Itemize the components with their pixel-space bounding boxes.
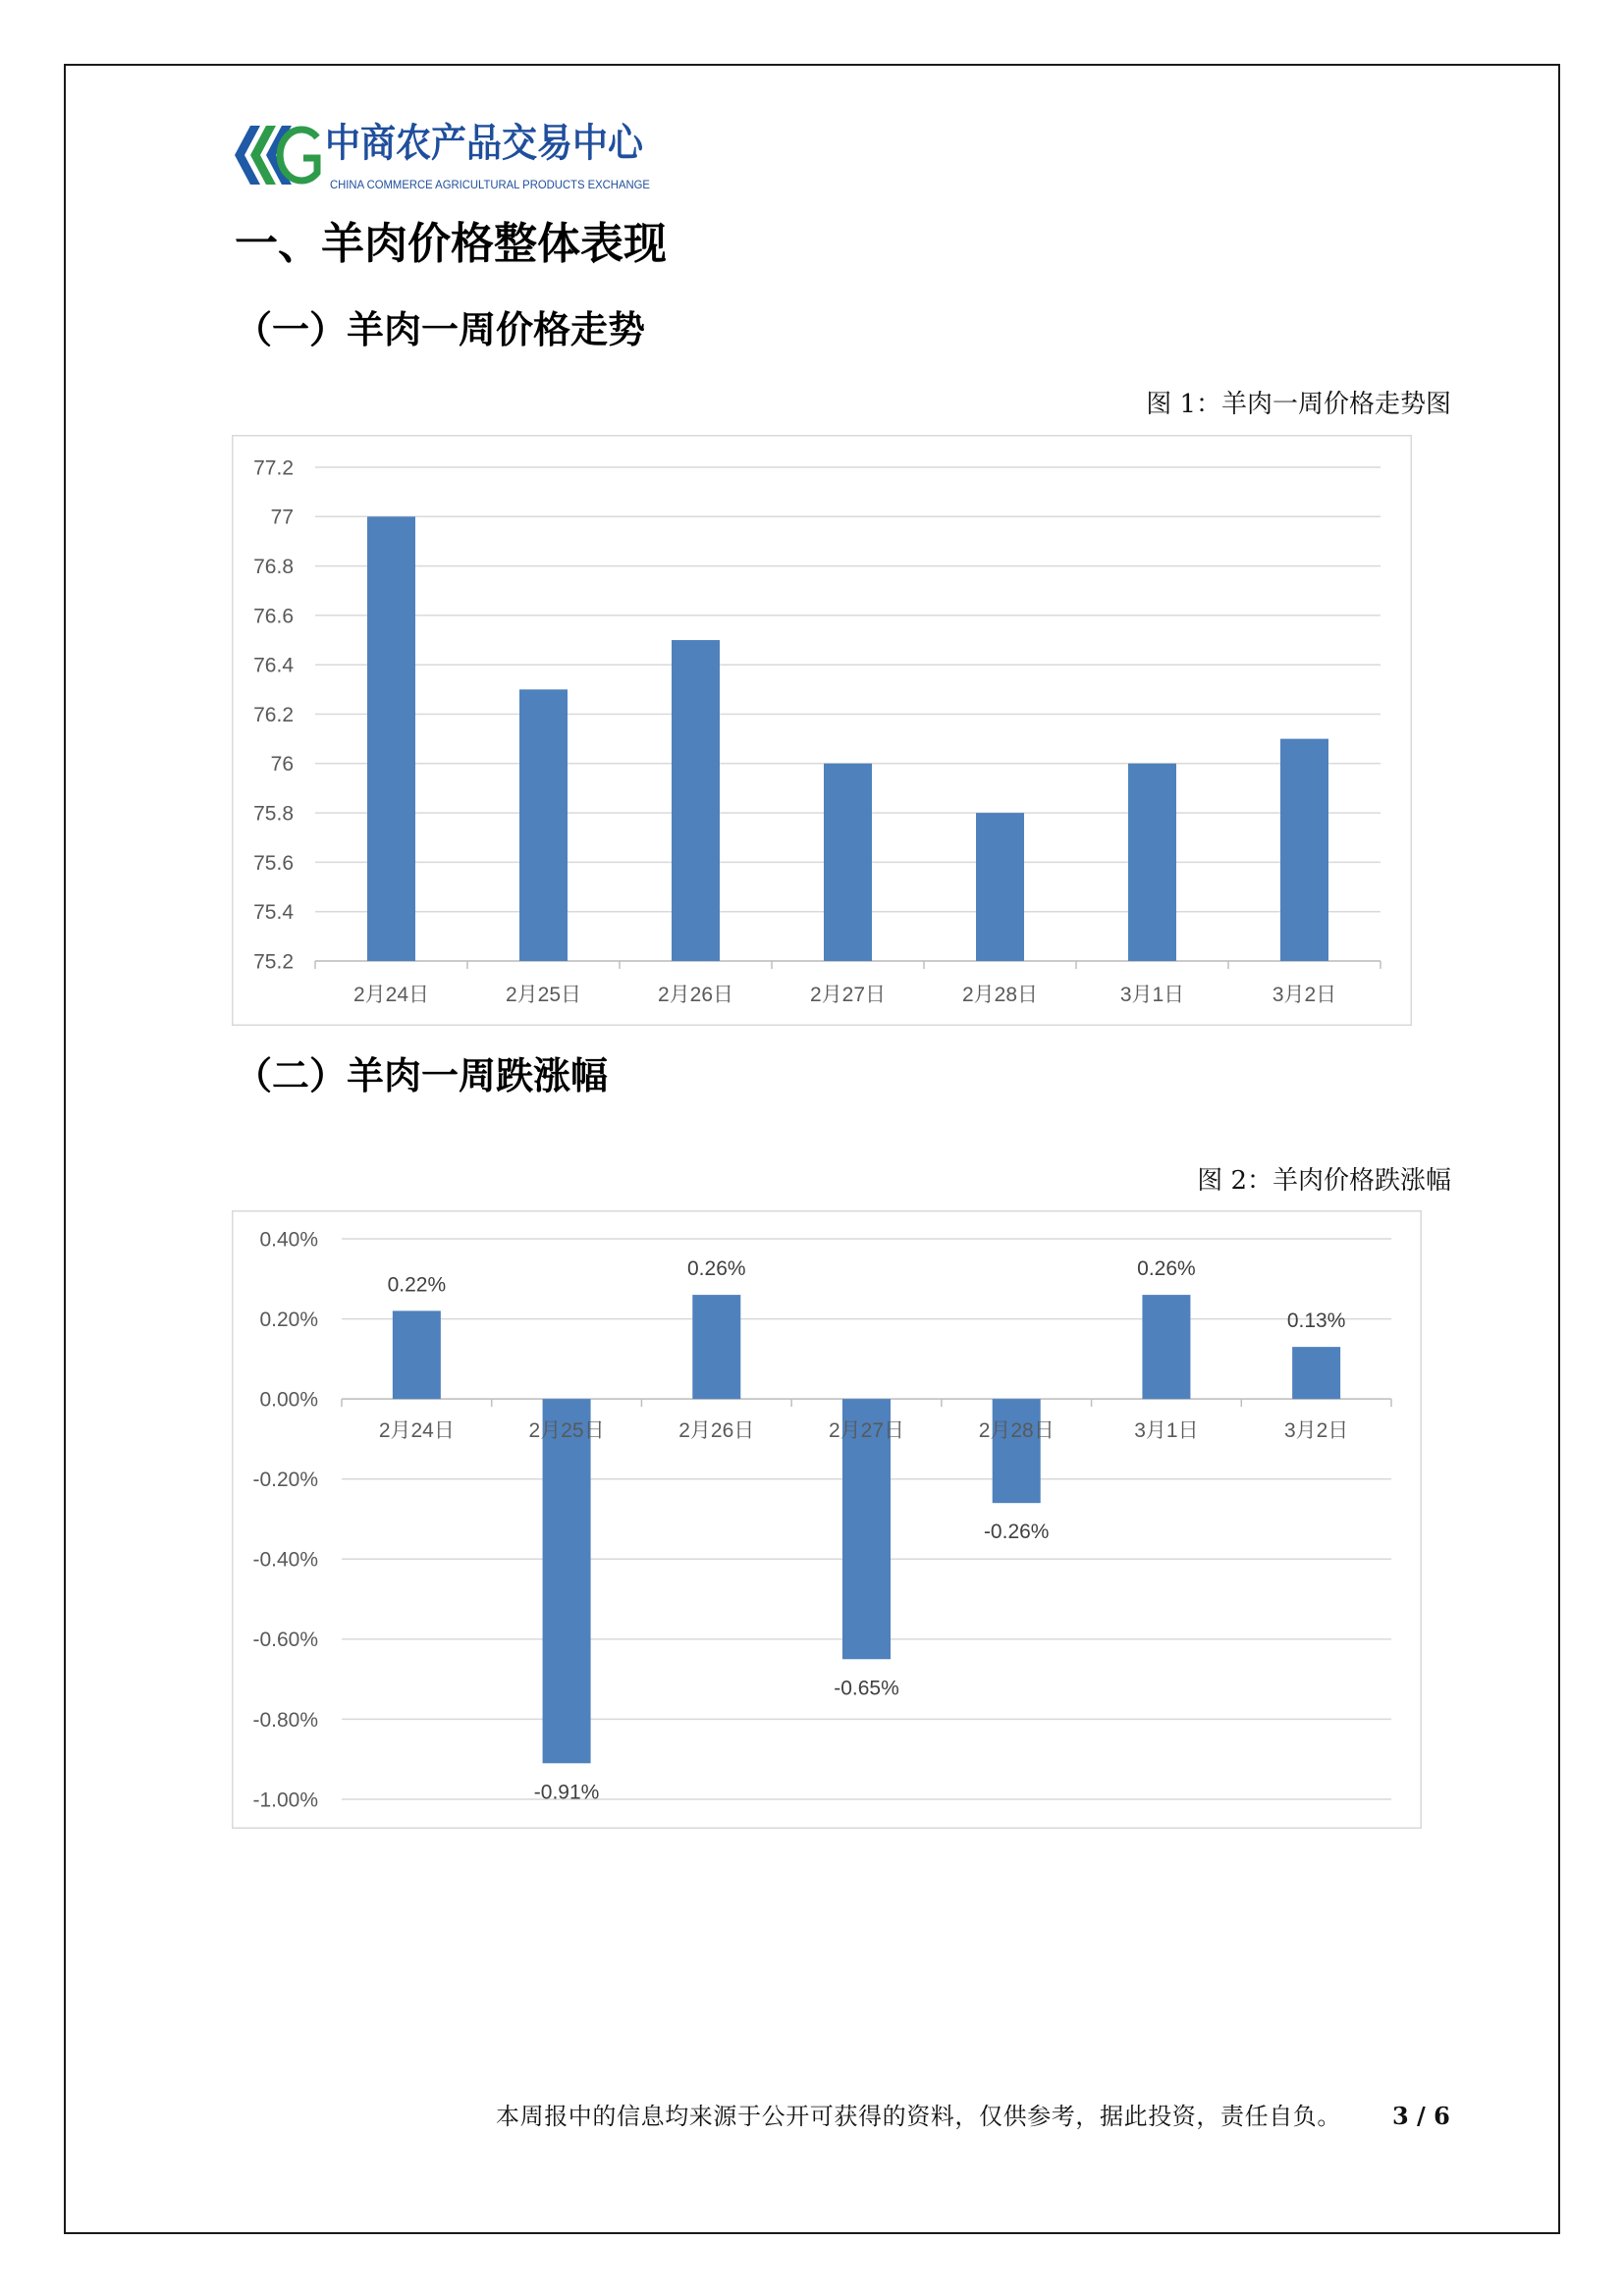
y-tick-label: -1.00% [252,1789,318,1812]
y-tick-label: 77.2 [253,456,294,480]
change-bar [993,1399,1041,1503]
x-category-label: 2月24日 [352,984,430,1006]
price-bar [1128,764,1176,961]
x-category-label: 3月1日 [1134,1419,1199,1443]
x-category-label: 2月24日 [378,1419,455,1443]
emblem-g-mark [280,130,317,181]
page-number: 3 / 6 [1392,2102,1450,2130]
change-bar [692,1295,740,1399]
figure-caption-1: 图 1：羊肉一周价格走势图 [1146,390,1451,419]
x-category-label: 2月27日 [809,984,887,1006]
change-bar [543,1399,591,1763]
x-category-label: 2月26日 [678,1419,755,1443]
x-category-label: 3月1日 [1119,984,1185,1006]
y-tick-label: 75.4 [253,901,294,925]
y-tick-label: -0.20% [252,1468,318,1492]
price-bar [672,640,720,961]
y-tick-label: -0.80% [252,1708,318,1732]
subsection-title-price-change: （二）羊肉一周跌涨幅 [235,1054,609,1097]
data-label: 0.22% [387,1273,447,1297]
data-label: -0.65% [834,1677,899,1700]
subsection-title-price-trend: （一）羊肉一周价格走势 [235,308,646,351]
y-tick-label: 0.20% [259,1308,318,1331]
x-category-label: 2月25日 [528,1419,605,1443]
y-tick-label: 77 [270,506,294,529]
x-category-label: 3月2日 [1283,1419,1349,1443]
y-tick-label: 0.00% [259,1388,318,1412]
price-bar [976,813,1024,961]
y-tick-label: 75.6 [253,851,294,875]
y-tick-label: 76.6 [253,605,294,628]
footer-disclaimer: 本周报中的信息均来源于公开可获得的资料，仅供参考，据此投资，责任自负。 [496,2103,1341,2130]
data-label: 0.26% [687,1257,746,1281]
price-bar-chart [232,435,1412,1026]
change-bar-chart [232,1210,1422,1829]
x-category-label: 2月28日 [978,1419,1055,1443]
x-category-label: 2月25日 [505,984,582,1006]
x-category-label: 2月28日 [961,984,1039,1006]
x-category-label: 3月2日 [1272,984,1337,1006]
y-tick-label: 76.2 [253,703,294,726]
y-tick-label: 76.8 [253,555,294,578]
chart-border [233,1211,1422,1829]
figure-caption-2: 图 2：羊肉价格跌涨幅 [1197,1166,1451,1196]
data-label: 0.26% [1137,1257,1196,1281]
price-bar [367,516,415,961]
y-tick-label: 76 [270,753,294,776]
y-tick-label: -0.40% [252,1548,318,1572]
y-tick-label: 75.8 [253,802,294,826]
data-label: -0.26% [983,1521,1050,1544]
x-category-label: 2月26日 [657,984,734,1006]
price-bar [824,764,872,961]
x-category-label: 2月27日 [828,1419,905,1443]
y-tick-label: 75.2 [253,950,294,974]
y-tick-label: 0.40% [259,1228,318,1252]
logo-name-cn: 中商农产品交易中心 [325,121,643,166]
section-title: 一、羊肉价格整体表现 [235,219,667,269]
price-bar [1280,739,1328,961]
logo-name-en: CHINA COMMERCE AGRICULTURAL PRODUCTS EXCHANGE [330,178,650,191]
change-bar [1292,1347,1340,1399]
logo-emblem-icon [233,122,321,188]
data-label: -0.91% [533,1781,600,1804]
change-bar [1142,1295,1190,1399]
price-bar [519,689,568,961]
change-bar [393,1310,441,1399]
data-label: 0.13% [1286,1309,1346,1333]
y-tick-label: -0.60% [252,1629,318,1652]
y-tick-label: 76.4 [253,654,294,677]
